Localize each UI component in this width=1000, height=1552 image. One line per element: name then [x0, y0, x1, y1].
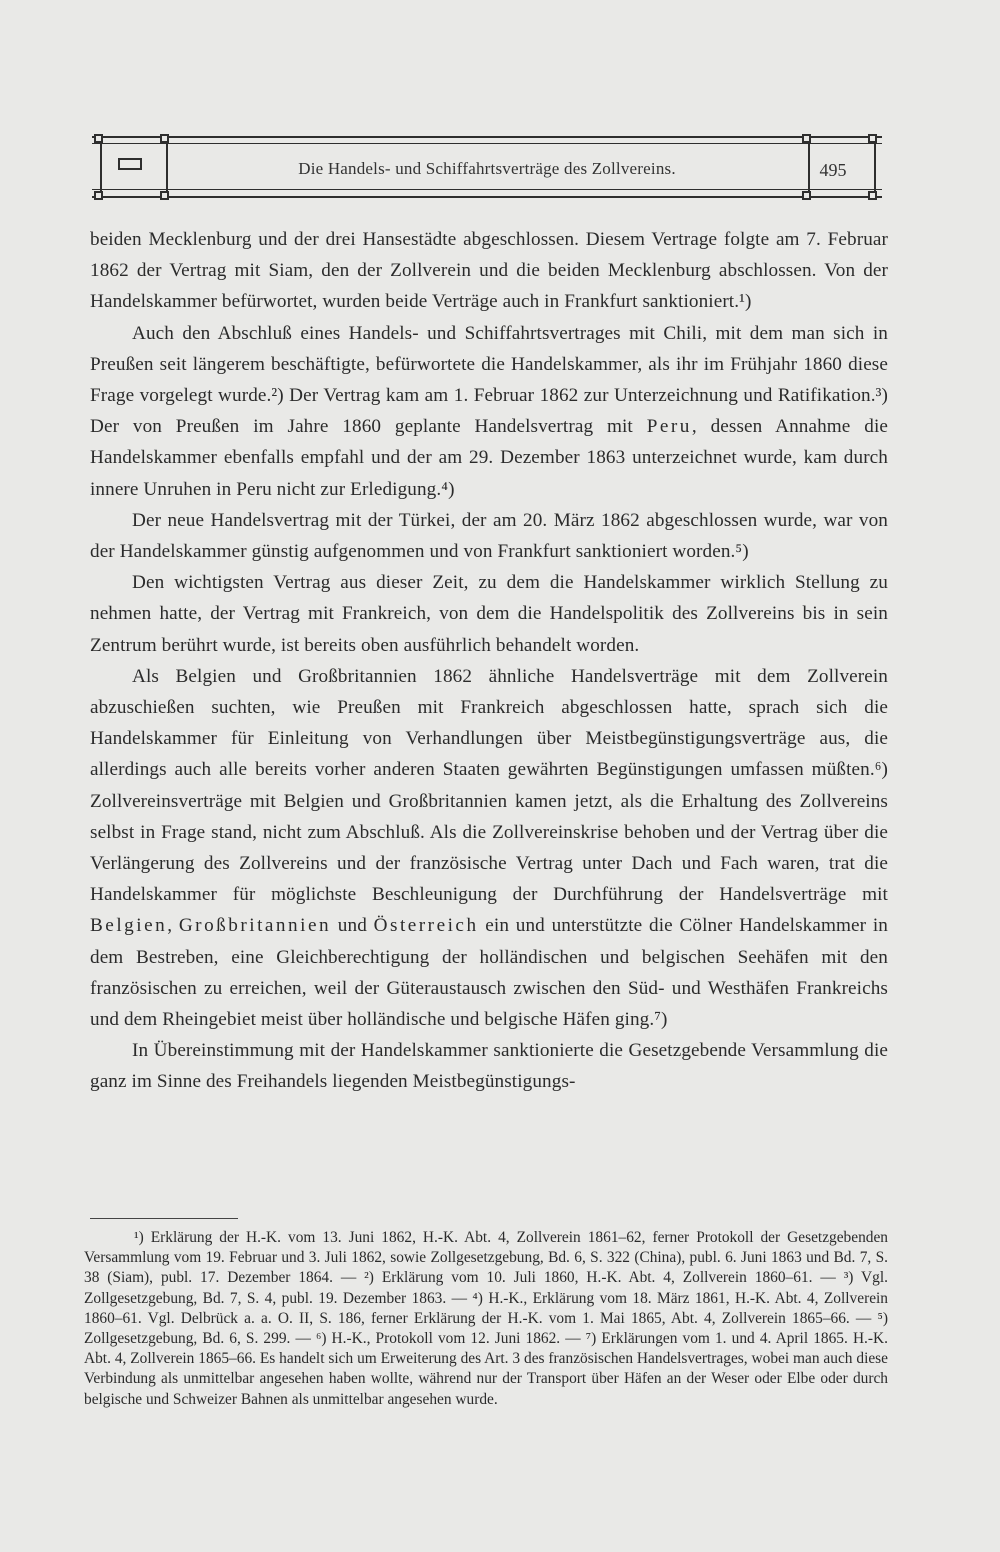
header-corner-square — [160, 191, 169, 200]
running-header — [92, 134, 882, 200]
paragraph: Den wichtigsten Vertrag aus dieser Zeit, zu dem die Handelskammer wirklich Stellung zu nehmen hatte, der Vertrag mit Frankreich, von dem die Handelspolitik des Zollvereins bis in sein Zentrum berührt wurde, ist bereits oben ausführlich behandelt worden. — [90, 572, 888, 656]
header-corner-square — [868, 134, 877, 143]
paragraph — [90, 318, 888, 505]
header-ornament-icon — [118, 158, 142, 170]
text-run: , — [167, 915, 179, 937]
paragraph: In Übereinstimmung mit der Handelskammer sanktionierte die Gesetzgebende Versammlung die ganz im Sinne des Freihandels liegenden Meistbegünstigungs- — [90, 1040, 888, 1093]
header-corner-square — [868, 191, 877, 200]
text-run: und — [331, 915, 374, 937]
emphasized-text: Belgien — [90, 915, 168, 937]
page-number: 495 — [819, 160, 847, 180]
paragraph: Der neue Handelsvertrag mit der Türkei, der am 20. März 1862 abgeschlossen wurde, war von der Handelskammer günstig aufgenommen und von Frankfurt sanktioniert worden.⁵) — [90, 509, 888, 563]
emphasized-text: Großbritannien — [178, 915, 332, 937]
header-rule — [92, 143, 882, 144]
footnote-text: ¹) Erklärung der H.-K. vom 13. Juni 1862, H.-K. Abt. 4, Zollverein 1861–62, ferner Protokoll der Gesetzgebenden Versammlung vom 19. Februar und 3. Juli 1862, sowie Zollgesetzgebung, Bd. 6, S. 322 (China), publ. 6. Juni 1863 und Bd. 7, S. 38 (Siam), publ. 17. Dezember 1864. — ²) Erklärung vom 10. Juli 1860, H.-K. Abt. 4, Zollverein 1860–61. — ³) Vgl. Zollgesetzgebung, Bd. 7, S. 4, publ. 19. Dezember 1863. — ⁴) H.-K., Erklärung vom 18. März 1861, H.-K. Abt. 4, Zollverein 1860–61. Vgl. Delbrück a. a. O. II, S. 186, ferner Erklärung der H.-K. vom 1. Mai 1865, Abt. 4, Zollverein 1865–66. — ⁵) Zollgesetzgebung, Bd. 6, S. 299. — ⁶) H.-K., Protokoll vom 12. Juni 1862. — ⁷) Erklärungen vom 1. und 4. April 1865. H.-K. Abt. 4, Zollverein 1865–66. Es handelt sich um Erweiterung des Art. 3 des französischen Handelsvertrages, wobei man auch diese Verbindung als unmittelbar angesehen haben wollte, während nur der Transport über Häfen an der Weser oder Elbe oder durch belgische und Schweizer Bahnen als unmittelbar angesehen wurde. — [84, 1229, 888, 1408]
header-corner-square — [94, 191, 103, 200]
running-title: Die Handels- und Schiffahrtsverträge des Zollvereins. — [298, 159, 676, 178]
footnote-divider — [90, 1218, 238, 1219]
text-run: Auch den Abschluß eines Handels- und Schiffahrtsvertrages mit Chili, mit dem man sich in Preußen seit längerem beschäftigte, befürwortete die Handelskammer, als ihr im Frühjahr 1860 diese Frage vorgelegt wurde.²) Der Vertrag kam am 1. Februar 1862 zur Unterzeichnung und Ratifikation.³) Der von Preußen im Jahre 1860 geplante Handelsvertrag mit — [90, 322, 888, 438]
header-corner-square — [802, 191, 811, 200]
paragraph — [90, 661, 888, 1035]
header-rule — [92, 196, 882, 198]
text-run: ein und unterstützte die Cölner Handelskammer in dem Bestreben, eine Gleichberechtigung der holländischen und belgischen Seehäfen mit den französischen zu erreichen, weil der Güteraustausch zwischen den Süd- und Westhäfen Frankreichs und dem Rheingebiet meist über holländische und belgische Häfen ging.⁷) — [90, 915, 888, 1031]
footnotes — [84, 1228, 888, 1410]
emphasized-text: Peru — [646, 416, 692, 438]
text-run: Als Belgien und Großbritannien 1862 ähnliche Handelsverträge mit dem Zollverein abzuschießen suchten, wie Preußen mit Frankreich abgeschlossen hatte, sprach sich die Handelskammer für Einleitung von Verhandlungen über Meistbegünstigungsverträge aus, die allerdings auch alle bereits vorher anderen Staaten gewährten Begünstigungen umfassen müßten.⁶) Zollvereinsverträge mit Belgien und Großbritannien kamen jetzt, als die Erhaltung des Zollvereins selbst in Frage stand, nicht zum Abschluß. Als die Zollvereinskrise behoben und der Vertrag über die Verlängerung des Zollvereins und der französische Vertrag unter Dach und Fach waren, trat die Handelskammer für möglichste Beschleunigung der Durchführung der Handelsverträge mit — [90, 665, 888, 906]
paragraph: beiden Mecklenburg und der drei Hansestädte abgeschlossen. Diesem Vertrage folgte am 7. Februar 1862 der Vertrag mit Siam, den der Zollverein und die beiden Mecklenburg abschlossen. Von der Handelskammer befürwortet, wurden beide Verträge auch in Frankfurt sanktioniert.¹) — [90, 229, 888, 313]
body-text — [90, 224, 888, 1098]
header-rule — [92, 136, 882, 138]
text-run: , dessen Annahme die Handelskammer ebenfalls empfahl und der am 29. Dezember 1863 unterzeichnet wurde, kam durch innere Unruhen in Peru nicht zur Erledigung.⁴) — [90, 416, 888, 500]
emphasized-text: Österreich — [373, 915, 479, 937]
header-corner-square — [160, 134, 169, 143]
header-corner-square — [94, 134, 103, 143]
header-rule — [92, 189, 882, 190]
header-corner-square — [802, 134, 811, 143]
